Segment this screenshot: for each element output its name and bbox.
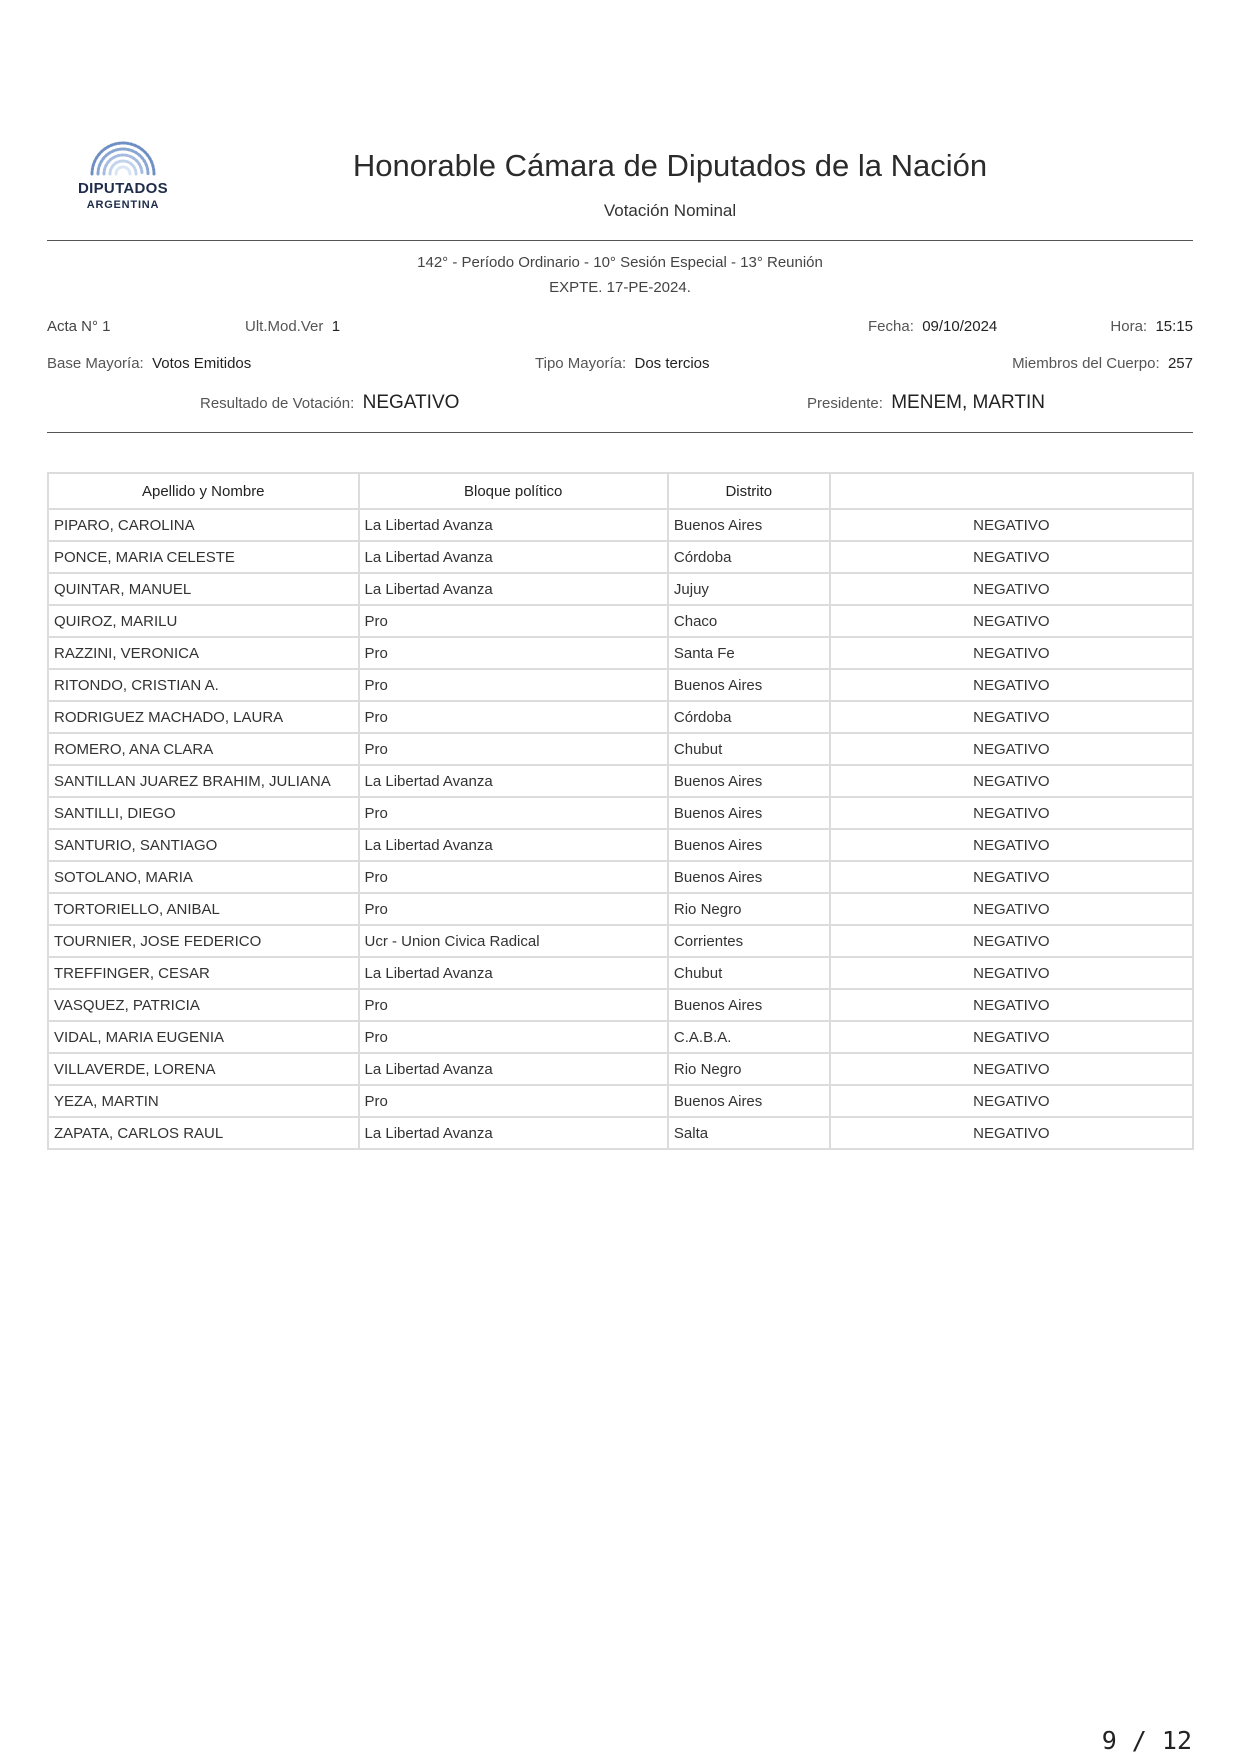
cell-voto: NEGATIVO — [830, 701, 1193, 733]
miembros-cuerpo — [1012, 355, 1193, 372]
cell-voto: NEGATIVO — [830, 861, 1193, 893]
table-row — [48, 861, 1193, 893]
cell-nombre: ROMERO, ANA CLARA — [48, 733, 359, 765]
table-row — [48, 541, 1193, 573]
cell-nombre: SANTILLAN JUAREZ BRAHIM, JULIANA — [48, 765, 359, 797]
acta-number: Acta N° 1 — [47, 318, 111, 335]
cell-distrito: Chaco — [668, 605, 830, 637]
expte-line: EXPTE. 17-PE-2024. — [549, 279, 691, 296]
ult-mod-version — [245, 318, 340, 335]
cell-distrito: Buenos Aires — [668, 509, 830, 541]
cell-distrito: Córdoba — [668, 541, 830, 573]
cell-nombre: RAZZINI, VERONICA — [48, 637, 359, 669]
cell-bloque: La Libertad Avanza — [359, 509, 668, 541]
table-row — [48, 733, 1193, 765]
cell-bloque: Pro — [359, 797, 668, 829]
cell-voto: NEGATIVO — [830, 989, 1193, 1021]
table-row — [48, 925, 1193, 957]
table-header-row — [48, 473, 1193, 509]
cell-distrito: Buenos Aires — [668, 797, 830, 829]
cell-voto: NEGATIVO — [830, 605, 1193, 637]
cell-voto: NEGATIVO — [830, 637, 1193, 669]
cell-nombre: QUINTAR, MANUEL — [48, 573, 359, 605]
cell-voto: NEGATIVO — [830, 541, 1193, 573]
cell-voto: NEGATIVO — [830, 893, 1193, 925]
header-bloque-politico: Bloque político — [359, 473, 668, 509]
cell-distrito: Salta — [668, 1117, 830, 1149]
meta-divider — [47, 432, 1193, 433]
cell-bloque: Pro — [359, 669, 668, 701]
cell-distrito: Rio Negro — [668, 893, 830, 925]
cell-bloque: La Libertad Avanza — [359, 1053, 668, 1085]
cell-voto: NEGATIVO — [830, 765, 1193, 797]
hora — [1110, 318, 1193, 335]
cell-nombre: SANTILLI, DIEGO — [48, 797, 359, 829]
cell-nombre: SANTURIO, SANTIAGO — [48, 829, 359, 861]
table-row — [48, 957, 1193, 989]
cell-bloque: La Libertad Avanza — [359, 957, 668, 989]
presidente-value: MENEM, MARTIN — [891, 392, 1045, 413]
presidente — [807, 392, 1045, 414]
base-mayoria-value: Votos Emitidos — [152, 355, 252, 372]
cell-voto: NEGATIVO — [830, 1117, 1193, 1149]
header-voto — [830, 473, 1193, 509]
diputados-logo — [68, 132, 178, 212]
miembros-label: Miembros del Cuerpo: — [1012, 355, 1160, 372]
table-row — [48, 701, 1193, 733]
header-divider — [47, 240, 1193, 241]
tipo-mayoria — [535, 355, 710, 372]
cell-bloque: Pro — [359, 733, 668, 765]
congress-dome-icon — [68, 132, 178, 182]
table-row — [48, 637, 1193, 669]
cell-voto: NEGATIVO — [830, 925, 1193, 957]
table-row — [48, 1117, 1193, 1149]
hora-label: Hora: — [1110, 318, 1148, 335]
cell-bloque: Pro — [359, 989, 668, 1021]
table-row — [48, 509, 1193, 541]
page-subtitle: Votación Nominal — [603, 201, 737, 220]
table-row — [48, 605, 1193, 637]
cell-distrito: Buenos Aires — [668, 669, 830, 701]
cell-distrito: Chubut — [668, 733, 830, 765]
cell-bloque: Pro — [359, 1085, 668, 1117]
cell-voto: NEGATIVO — [830, 797, 1193, 829]
tipo-mayoria-value: Dos tercios — [634, 355, 710, 372]
cell-bloque: Pro — [359, 637, 668, 669]
ult-mod-value: 1 — [331, 318, 341, 335]
cell-voto: NEGATIVO — [830, 829, 1193, 861]
base-mayoria — [47, 355, 251, 372]
cell-nombre: TREFFINGER, CESAR — [48, 957, 359, 989]
cell-bloque: Pro — [359, 605, 668, 637]
cell-voto: NEGATIVO — [830, 1085, 1193, 1117]
cell-voto: NEGATIVO — [830, 669, 1193, 701]
cell-voto: NEGATIVO — [830, 1053, 1193, 1085]
resultado-value: NEGATIVO — [362, 392, 460, 413]
cell-nombre: VIDAL, MARIA EUGENIA — [48, 1021, 359, 1053]
cell-voto: NEGATIVO — [830, 573, 1193, 605]
cell-nombre: PIPARO, CAROLINA — [48, 509, 359, 541]
table-row — [48, 1085, 1193, 1117]
cell-nombre: PONCE, MARIA CELESTE — [48, 541, 359, 573]
ult-mod-label: Ult.Mod.Ver — [245, 318, 324, 335]
fecha-label: Fecha: — [868, 318, 914, 335]
cell-bloque: Pro — [359, 701, 668, 733]
page-title: Honorable Cámara de Diputados de la Nación — [352, 148, 988, 183]
fecha — [868, 318, 997, 335]
presidente-label: Presidente: — [807, 395, 883, 412]
cell-distrito: Santa Fe — [668, 637, 830, 669]
table-row — [48, 829, 1193, 861]
fecha-value: 09/10/2024 — [922, 318, 998, 335]
hora-value: 15:15 — [1155, 318, 1193, 335]
cell-distrito: Buenos Aires — [668, 765, 830, 797]
cell-voto: NEGATIVO — [830, 957, 1193, 989]
cell-bloque: Pro — [359, 893, 668, 925]
cell-nombre: RODRIGUEZ MACHADO, LAURA — [48, 701, 359, 733]
cell-bloque: La Libertad Avanza — [359, 1117, 668, 1149]
cell-distrito: Rio Negro — [668, 1053, 830, 1085]
base-mayoria-label: Base Mayoría: — [47, 355, 144, 372]
cell-nombre: YEZA, MARTIN — [48, 1085, 359, 1117]
cell-nombre: VASQUEZ, PATRICIA — [48, 989, 359, 1021]
cell-nombre: TOURNIER, JOSE FEDERICO — [48, 925, 359, 957]
cell-bloque: La Libertad Avanza — [359, 573, 668, 605]
miembros-value: 257 — [1167, 355, 1193, 372]
table-row — [48, 765, 1193, 797]
cell-bloque: La Libertad Avanza — [359, 541, 668, 573]
cell-distrito: C.A.B.A. — [668, 1021, 830, 1053]
logo-line1: DIPUTADOS — [78, 180, 168, 197]
cell-bloque: La Libertad Avanza — [359, 829, 668, 861]
table-row — [48, 893, 1193, 925]
cell-distrito: Chubut — [668, 957, 830, 989]
votes-table — [47, 472, 1194, 1150]
tipo-mayoria-label: Tipo Mayoría: — [535, 355, 627, 372]
table-row — [48, 669, 1193, 701]
cell-distrito: Jujuy — [668, 573, 830, 605]
session-line: 142° - Período Ordinario - 10° Sesión Especial - 13° Reunión — [417, 254, 823, 271]
cell-nombre: VILLAVERDE, LORENA — [48, 1053, 359, 1085]
table-row — [48, 797, 1193, 829]
table-row — [48, 1053, 1193, 1085]
cell-bloque: Pro — [359, 861, 668, 893]
logo-line2: ARGENTINA — [86, 199, 160, 211]
cell-distrito: Buenos Aires — [668, 829, 830, 861]
cell-bloque: Pro — [359, 1021, 668, 1053]
cell-nombre: QUIROZ, MARILU — [48, 605, 359, 637]
table-row — [48, 989, 1193, 1021]
cell-distrito: Corrientes — [668, 925, 830, 957]
cell-distrito: Buenos Aires — [668, 1085, 830, 1117]
table-row — [48, 573, 1193, 605]
cell-nombre: SOTOLANO, MARIA — [48, 861, 359, 893]
page-number: 9 / 12 — [1101, 1726, 1192, 1755]
table-row — [48, 1021, 1193, 1053]
cell-nombre: RITONDO, CRISTIAN A. — [48, 669, 359, 701]
cell-nombre: ZAPATA, CARLOS RAUL — [48, 1117, 359, 1149]
cell-voto: NEGATIVO — [830, 733, 1193, 765]
cell-bloque: La Libertad Avanza — [359, 765, 668, 797]
resultado-votacion — [200, 392, 459, 414]
cell-distrito: Córdoba — [668, 701, 830, 733]
cell-nombre: TORTORIELLO, ANIBAL — [48, 893, 359, 925]
cell-distrito: Buenos Aires — [668, 861, 830, 893]
header-apellido-nombre: Apellido y Nombre — [48, 473, 359, 509]
cell-voto: NEGATIVO — [830, 509, 1193, 541]
cell-bloque: Ucr - Union Civica Radical — [359, 925, 668, 957]
cell-voto: NEGATIVO — [830, 1021, 1193, 1053]
cell-distrito: Buenos Aires — [668, 989, 830, 1021]
header-distrito: Distrito — [668, 473, 830, 509]
resultado-label: Resultado de Votación: — [200, 395, 355, 412]
